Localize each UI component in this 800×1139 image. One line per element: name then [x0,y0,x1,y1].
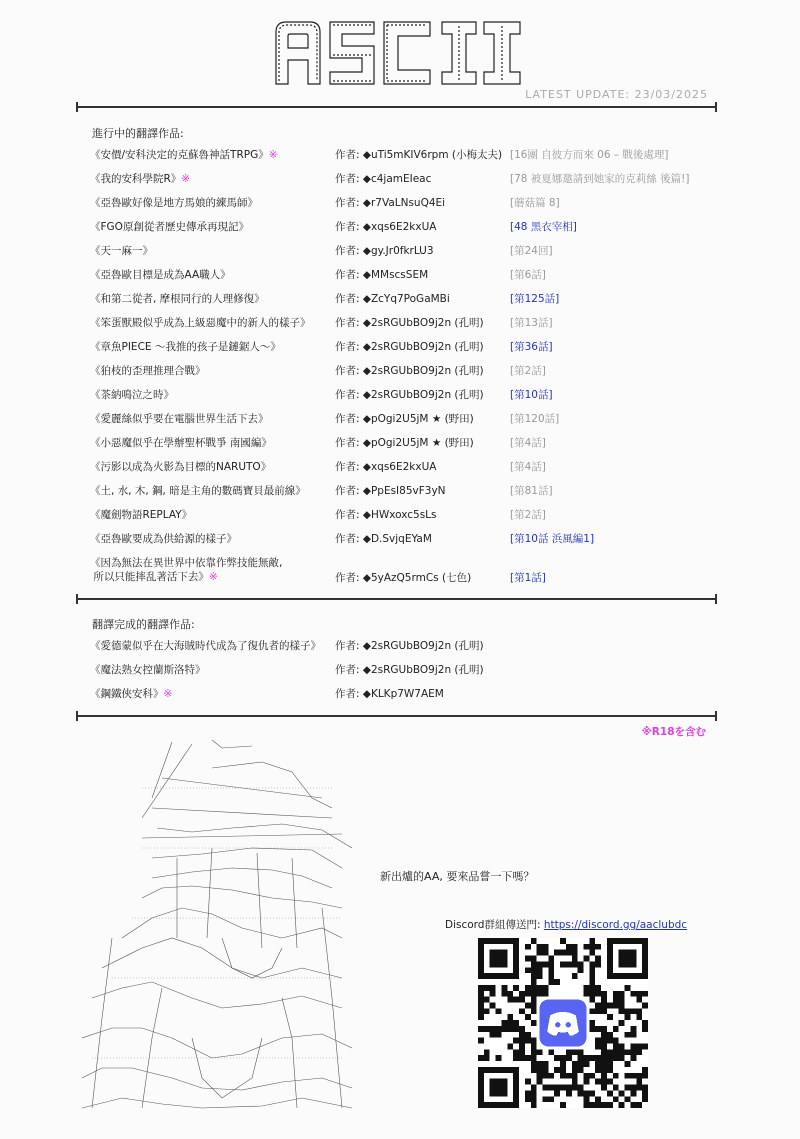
ascii-logo [270,18,526,88]
divider [76,715,717,717]
work-author: 作者: ◆HWxoxc5sLs [335,509,437,521]
r18-note: ※R18を含む [641,726,706,738]
latest-episode-link[interactable]: [第10話 浜風編1] [510,533,595,545]
work-author: 作者: ◆2sRGUbBO9j2n (孔明) [335,389,484,401]
discord-invite: Discord群組傳送門: https://discord.gg/aaclubdc [445,919,688,931]
work-author: 作者: ◆2sRGUbBO9j2n (孔明) [335,341,484,353]
completed-row[interactable] [90,684,720,704]
work-title[interactable]: 《我的安科學院R》※ [90,173,191,185]
ongoing-row[interactable] [90,556,720,590]
ongoing-row[interactable] [90,385,720,405]
work-title[interactable]: 《鋼鐵俠安科》※ [90,688,173,700]
latest-episode-link[interactable]: [第2話] [510,365,546,377]
ongoing-row[interactable] [90,145,720,165]
latest-episode-link[interactable]: [78 被夏娜邀請到她家的克莉絲 後篇!] [510,173,690,185]
latest-episode-link[interactable]: [第125話] [510,293,560,305]
ongoing-row[interactable] [90,433,720,453]
work-author: 作者: ◆5yAzQ5rmCs (七色) [335,572,472,584]
ongoing-row[interactable] [90,457,720,477]
work-author: 作者: ◆uTi5mKIV6rpm (小梅太夫) [335,149,503,161]
ongoing-row[interactable] [90,289,720,309]
divider [76,106,717,108]
ongoing-row[interactable] [90,193,720,213]
latest-update: LATEST UPDATE: 23/03/2025 [525,88,708,101]
latest-episode-link[interactable]: [第24回] [510,245,553,257]
work-title[interactable]: 《魔法熟女控蘭斯洛特》 [90,664,206,676]
work-title[interactable]: 《魔劍物語REPLAY》 [90,509,193,521]
r18-mark: ※ [268,149,278,161]
work-author: 作者: ◆2sRGUbBO9j2n (孔明) [335,664,484,676]
completed-row[interactable] [90,636,720,656]
work-author: 作者: ◆pOgi2U5jM ★ (野田) [335,437,474,449]
ongoing-section-title: 進行中的翻譯作品: [92,127,184,140]
work-author: 作者: ◆pOgi2U5jM ★ (野田) [335,413,474,425]
ongoing-row[interactable] [90,505,720,525]
work-title[interactable]: 《安價/安科決定的克蘇魯神話TRPG》※ [90,149,278,161]
work-title[interactable]: 《亞魯歐要成為供給源的樣子》 [90,533,237,545]
ongoing-row[interactable] [90,217,720,237]
ongoing-row[interactable] [90,481,720,501]
discord-link[interactable]: https://discord.gg/aaclubdc [543,919,688,931]
work-title[interactable]: 《污影以成為火影為目標的NARUTO》 [90,461,272,473]
work-title[interactable]: 《愛德蒙似乎在大海賊時代成為了復仇者的樣子》 [90,640,321,652]
divider [76,598,717,600]
work-title[interactable]: 《亞魯歐好像是地方馬娘的練馬師》 [90,197,258,209]
work-title[interactable]: 《愛麗絲似乎要在電腦世界生活下去》 [90,413,269,425]
ongoing-row[interactable] [90,265,720,285]
work-author: 作者: ◆KLKp7W7AEM [335,688,444,700]
invite-text: 新出爐的AA, 要來品嘗一下嗎？ [380,870,535,883]
work-title[interactable]: 《因為無法在異世界中依靠作弊技能無敵, 所以只能摔乱著活下去》※ [90,557,283,583]
work-title[interactable]: 《FGO原創從者歷史傳承再現記》 [90,221,249,233]
ongoing-row[interactable] [90,529,720,549]
work-author: 作者: ◆2sRGUbBO9j2n (孔明) [335,640,484,652]
work-title[interactable]: 《茶納鳴泣之時》 [90,389,174,401]
latest-episode-link[interactable]: [第4話] [510,461,546,473]
latest-episode-link[interactable]: [第36話] [510,341,553,353]
ongoing-row[interactable] [90,409,720,429]
work-author: 作者: ◆c4jamEIeac [335,173,432,185]
ongoing-row[interactable] [90,361,720,381]
latest-episode-link[interactable]: [第13話] [510,317,553,329]
latest-episode-link[interactable]: [第6話] [510,269,546,281]
work-title[interactable]: 《天一麻一》 [90,245,153,257]
latest-episode-link[interactable]: [第81話] [510,485,553,497]
work-author: 作者: ◆2sRGUbBO9j2n (孔明) [335,317,484,329]
latest-episode-link[interactable]: [第4話] [510,437,546,449]
work-author: 作者: ◆MMscsSEM [335,269,429,281]
work-title[interactable]: 《狛枝的歪理推理合戰》 [90,365,206,377]
work-author: 作者: ◆xqs6E2kxUA [335,221,437,233]
work-title[interactable]: 《土, 水, 木, 鋼, 暗是主角的數碼寶貝最前線》 [90,485,306,497]
latest-episode-link[interactable]: [16團 自彼方而來 06 – 戰後處理] [510,149,669,161]
work-author: 作者: ◆PpEsI85vF3yN [335,485,446,497]
work-author: 作者: ◆xqs6E2kxUA [335,461,437,473]
completed-row[interactable] [90,660,720,680]
latest-episode-link[interactable]: [第10話] [510,389,553,401]
r18-mark: ※ [181,173,191,185]
work-title[interactable]: 《笨蛋獸殿似乎成為上級惡魔中的新人的樣子》 [90,317,311,329]
work-author: 作者: ◆r7VaLNsuQ4Ei [335,197,446,209]
discord-icon [540,1000,587,1047]
work-title[interactable]: 《章魚PIECE ～我推的孩子是鏈鋸人～》 [90,341,281,353]
ongoing-row[interactable] [90,337,720,357]
work-author: 作者: ◆ZcYq7PoGaMBi [335,293,450,305]
r18-mark: ※ [208,571,218,583]
work-title[interactable]: 《和第二從者, 摩根同行的人理修復》 [90,293,265,305]
ongoing-row[interactable] [90,313,720,333]
ongoing-row[interactable] [90,169,720,189]
latest-episode-link[interactable]: [第120話] [510,413,560,425]
r18-mark: ※ [163,688,173,700]
work-author: 作者: ◆gy.Jr0fkrLU3 [335,245,434,257]
work-title[interactable]: 《小惡魔似乎在學辦聖杯戰爭 南國編》 [90,437,272,449]
ongoing-row[interactable] [90,241,720,261]
work-author: 作者: ◆D.SvjqEYaM [335,533,432,545]
work-author: 作者: ◆2sRGUbBO9j2n (孔明) [335,365,484,377]
completed-section-title: 翻譯完成的翻譯作品: [92,618,195,631]
work-title[interactable]: 《亞魯歐目標是成為AA職人》 [90,269,231,281]
latest-episode-link[interactable]: [蘑菇篇 8] [510,197,560,209]
latest-episode-link[interactable]: [第1話] [510,572,546,584]
qr-code[interactable] [478,938,648,1108]
latest-episode-link[interactable]: [48 黑衣宰相] [510,221,577,233]
ascii-art-illustration [82,738,362,1110]
latest-episode-link[interactable]: [第2話] [510,509,546,521]
